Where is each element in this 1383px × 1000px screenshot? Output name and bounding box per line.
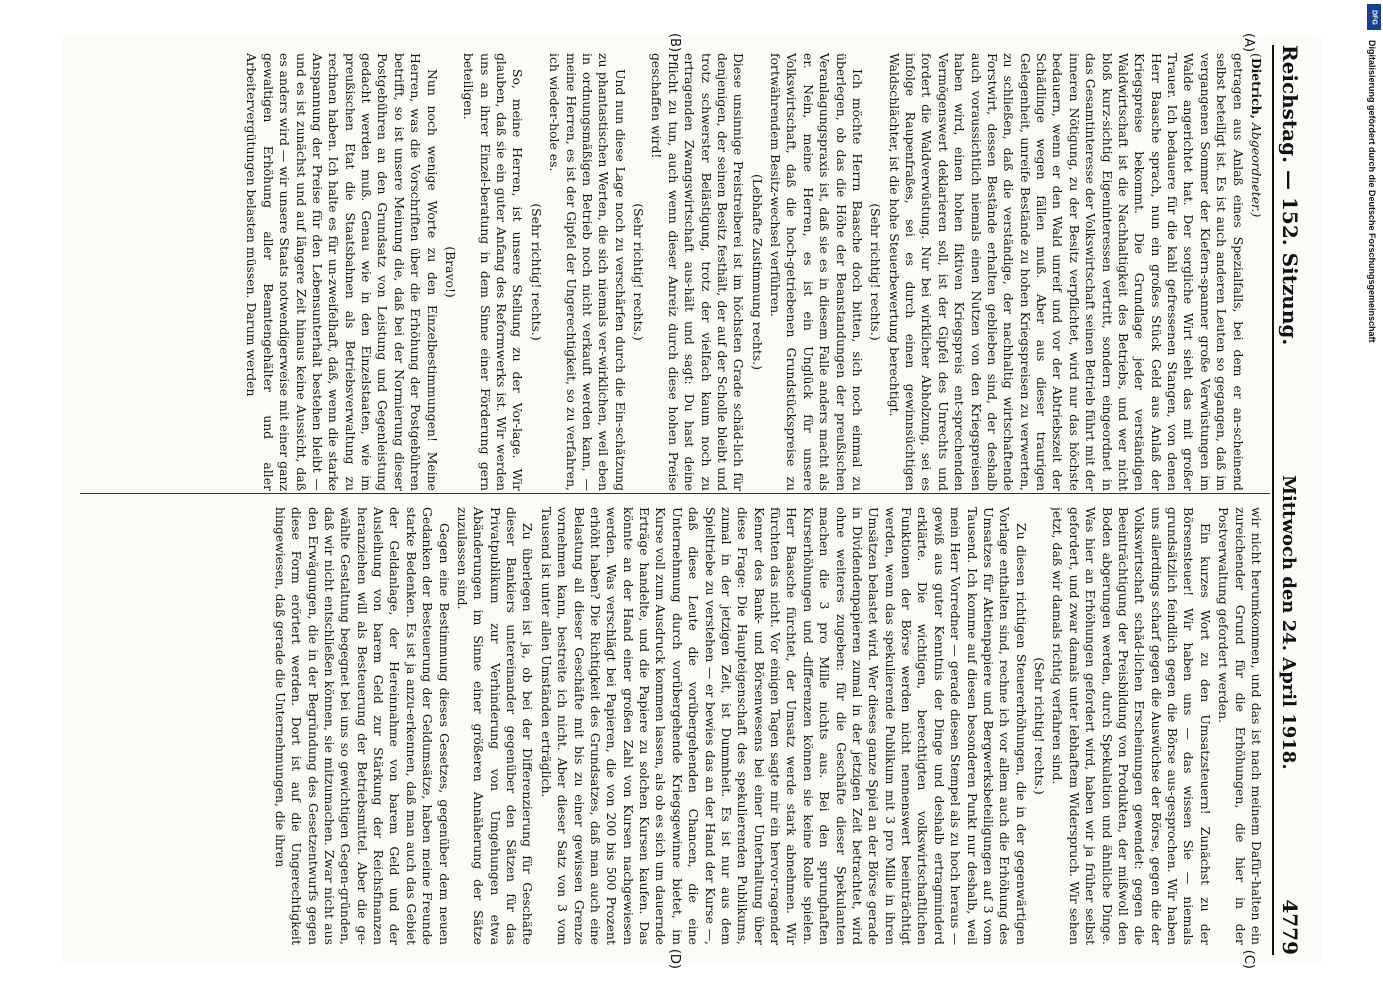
speaker-name: Dietrich, — [1248, 57, 1264, 120]
applause-note: (Sehr richtig! rechts.) — [1031, 657, 1047, 795]
paragraph: So, meine Herren, ist unsere Stellung zu der Vor-lage. Wir glauben, daß sie ein guter Anfang des Reformwerks ist. Wir werden uns an ihrer Einzel-beratung in dem Sinne einer Förderung gern beteiligen. — [460, 53, 525, 491]
header-left: Reichstag. — 152. Sitzung. — [1277, 45, 1302, 346]
applause-note: (Lebhafte Zustimmung rechts.) — [749, 173, 765, 371]
paragraph: Ich möchte Herrn Baasche doch bitten, sich noch einmal zu überlegen, ob das die Höhe der Beanstandungen der preußischen Veranlagungspraxis ist, daß sie es in diesem Falle anders macht als er. Nein, meine Herren, es ist ein Unglück für unsere Volkswirtschaft, daß die hoch-getriebenen Grundstückspreise zu fortwährendem Besitz-wechsel verführen. — [767, 53, 865, 491]
digitization-credit: Digitalisierung gefördert durch die Deutsche Forschungsgemeinschaft — [1367, 40, 1377, 343]
paragraph: Ein kurzes Wort zu den Umsatzsteuern! Zunächst zu der Börsensteuer! Wir haben uns — das wissen Sie — niemals grundsätzlich feindlich gegen die Börse aus-gesprochen. Wir haben uns allerdings scharf gegen die Auswüchse der Börse, gegen die der Volkswirtschaft schäd-lichen Erscheinungen gewendet: gegen die Beeinträchtigung der Preisbildung von Produkten, der mißwoll den Boden abgerungen werden, durch Spekulation und ähnliche Dinge. Was hier an Erhöhungen gefordert wird, haben wir ja früher selbst gefordert, und zwar damals unter lebhaftem Widerspruch. Wir sehen jetzt, daß wir damals richtig verfahren sind. — [1050, 507, 1213, 945]
margin-marker-c: (C) — [1240, 949, 1256, 969]
left-column — [80, 53, 1264, 491]
newspaper-page — [62, 33, 1322, 969]
paragraph: getragen aus Anlaß eines Spezialfalls, bei dem er an-scheinend selbst beteiligt ist. Es ist auch anderen Leuten so gegangen, daß im vergangenen Sommer der Kiefern-spanner große Verwüstungen im Walde angerichtet hat. Der sorgliche Wirt sieht das mit großer Trauer. Ich bedauere für die kahl gefressenen Stangen, von denen Herr Baasche sprach, nun ein großes Stück Geld aus Anlaß der Kriegspreise bekommt. Die Grundlage jeder verständigen Waldwirtschaft ist die Nachhaltigkeit des Betriebs, und wer nicht bloß kurz-sichtig Eigeninteressen vertritt, sondern eingeordnet in das Gesamtinteresse der Volkswirtschaft seinen Betrieb führt mit der inneren Nötigung, zu der Besitz verpflichtet, wird nur das höchste bedauern, wenn er den Wald unreif und vor der Abtriebszeit der Schädlinge wegen fällen muß. Aber aus dieser traurigen Gelegenheit, unreife Bestände zu hohen Kriegspreisen zu verwerten, zu schließen, daß die verständige, der nachhaltig wirtschaftende Forstwirt, dessen Bestände erhalten geblieben sind, der deshalb auch voraussichtlich niemals einen Nutzen von den Kriegspreisen haben wird, einen hohen fiktiven Kriegspreis ent-sprechenden Vermögenswert deklarieren soll, ist der Gipfel des Unrechts und fordert die Waldverwüstung. Nur bei wirklicher Abholzung, sei es infolge Raupenfraßes, sei es durch einen gewinnsüchtigen Waldschlächter, ist die hohe Steuerbewertung berechtigt. — [886, 53, 1246, 491]
paragraph: Nun noch wenige Worte zu den Einzelbestimmungen! Meine Herren, was die Vorschriften über die Erhöhung der Postgebühren betrifft, so ist unsere Meinung die, daß bei der Normierung dieser Postgebühren an den Grundsatz von Leistung und Gegenleistung gedacht werden muß. Genau wie in den Einzelstaaten, wie im preußischen Etat die Staatsbahnen als Betriebsverwaltung zu rechnen haben. Ich halte es für un-zweifelhaft, daß, wenn die starke Anspannung der Preise für den Lebensunterhalt bestehen bleibt — und es ist zunächst und auf längere Zeit hinaus keine Aussicht, daß es anders wird — wir unsere Staats notwendigerweise mit einer ganz gewaltigen Erhöhung aller Beamtengehälter und aller Arbeitervergütungen belasten müssen. Darum werden — [244, 53, 440, 491]
dfg-logo: DFG — [1367, 4, 1381, 30]
page-number: 4779 — [1277, 899, 1302, 955]
column-divider — [80, 493, 1270, 494]
applause-note: (Sehr richtig! rechts.) — [528, 203, 544, 341]
header-date: Mittwoch den 24. April 1918. — [1277, 475, 1299, 770]
right-column — [80, 507, 1264, 945]
paragraph: Zu überlegen ist ja, ob bei der Differenzierung für Geschäfte dieser Bankiers untereinander gegenüber den Sätzen für das Privatpublikum zur Verhinderung von Umgehungen etwa Abänderungen im Sinne einer größeren Annäherung der Sätze zuzulassen sind. — [454, 507, 535, 945]
page-header — [1272, 45, 1322, 955]
paragraph: Diese unsinnige Preistreiberei ist im höchsten Grade schäd-lich für denjenigen, der seinen Besitz festhält, der auf der Scholle bleibt und trotz schwerster Belästigung, trotz der vielfach kaum noch zu ertragenden Zwangswirtschaft aus-hält und sagt: Du hast deine Pflicht zu tun, auch wenn dieser Anreiz durch diese hohen Preise geschaffen wird! — [649, 53, 746, 491]
speaker-role: Abgeordneter.) — [1248, 122, 1264, 218]
margin-marker-d: (D) — [666, 948, 682, 969]
speaker-line: (Dietrich, Abgeordneter.) — [1248, 53, 1264, 218]
margin-marker-b: (B) — [666, 33, 682, 53]
bravo-note: (Bravo!) — [442, 246, 458, 298]
margin-marker-a: (A) — [1240, 33, 1256, 53]
paragraph: Zu diesen richtigen Steuererhöhungen, die in der gegenwärtigen Vorlage enthalten sind, rechne ich vor allem auch die Erhöhung des Umsatzes für Aktienpapiere und Bergwerksbeteiligungen auf 3 vom Tausend. Ich komme auf diesen besonderen Punkt nur deshalb, weil mein Herr Vorredner — gerade diesen Stempel als zu hoch heraus — gewiß aus guter Kenntnis der Dinge und deshalb ertragminderd erklärte. Die wichtigen, berechtigten volkswirtschaftlichen Funktionen der Börse werden nicht nennenswert beeinträchtigt werden, wenn das spekulierende Publikum mit 3 pro Mille in ihren Umsätzen belastet wird. Wer dieses ganze Spiel an der Börse gerade in Dividendenpapieren zumal in der jetzigen Zeit betrachtet, wird ohne weiteres zugeben: für die Geschäfte dieser Spekulanten machen die 3 pro Mille nichts aus. Bei den sprunghaften Kurserhöhungen und -differenzen können sie keine Rolle spielen. Herr Baasche fürchtet, der Umsatz werde stark abnehmen. Wir fürchten das nicht. Vor einigen Tagen sagte mir ein hervor-ragender Kenner des Bank- und Börsenwesens bei einer Unterhaltung über diese Frage: Die Haupteigenschaft des spekulierenden Publikums, zumal in der jetzigen Zeit, ist Dummheit. Es ist nur aus dem Spieltriebe zu verstehen — er bewies das an der Hand der Kurse —, daß diese Leute die vorübergehenden Chancen, die eine Unternehmung durch vorübergehende Kriegsgewinne bietet, im Kurse voll zum Ausdruck kommen lassen, als ob es sich um dauernde Erträge handelte, und die Papiere zu solchen Kursen kaufen. Das könnte an der Hand einer großen Zahl von Kursen nachgewiesen werden. Was verschlägt bei Papieren, die von 200 bis 500 Prozent erhöht haben? Die Richtigkeit des Grundsatzes, daß man auch eine Belastung all dieser Geschäfte mit bis zu einer gewissen Grenze vornehmen kann, bestreite ich nicht. Aber dieser Satz von 3 vom Tausend ist unter allen Umständen erträglich. — [538, 507, 1029, 945]
applause-note: (Sehr richtig! rechts.) — [630, 203, 646, 341]
applause-note: (Sehr richtig! rechts.) — [867, 203, 883, 341]
paragraph: Gegen eine Bestimmung dieses Gesetzes, gegenüber dem neuen Gedanken der Besteuerung der Geldumsätze, haben meine Freunde starke Bedenken. Es ist ja anzu-erkennen, daß man auch das Gebiet der Geldanlage, der Hereinnahme von barem Geld und der Ausleihung von barem Geld zur Stärkung der Reichsfinanzen heranziehen will als Besteuerung der Betriebsmittel. Aber die ge-wählte Gestaltung begegnet bei uns so gewichtigen Gegen-gründen, daß wir nicht entschließen können, sie mitzumachen. Zwar nicht aus den Erwägungen, die in der Begründung des Gesetzentwurfs gegen diese Form erörtert werden. Dort ist auf die Ungerechtigkeit hingewiesen, daß gerade die Unternehmungen, die ihren — [272, 507, 452, 945]
paragraph: wir nicht herumkommen, und das ist nach meinem Dafür-halten ein zureichender Grund für die Erhöhungen, die hier in der Postverwaltung gefordert werden. — [1215, 507, 1264, 945]
paragraph: Und nun diese Lage noch zu verschärfen durch die Ein-schätzung zu phantastischen Werten, die sich niemals ver-wirklichen, weil eben in ordnungsmäßigen Betrieb noch nicht verkauft werden kann, — meine Herren, es ist der Gipfel der Ungerechtigkeit, so zu verfahren, ich wieder-hole es. — [546, 53, 628, 491]
